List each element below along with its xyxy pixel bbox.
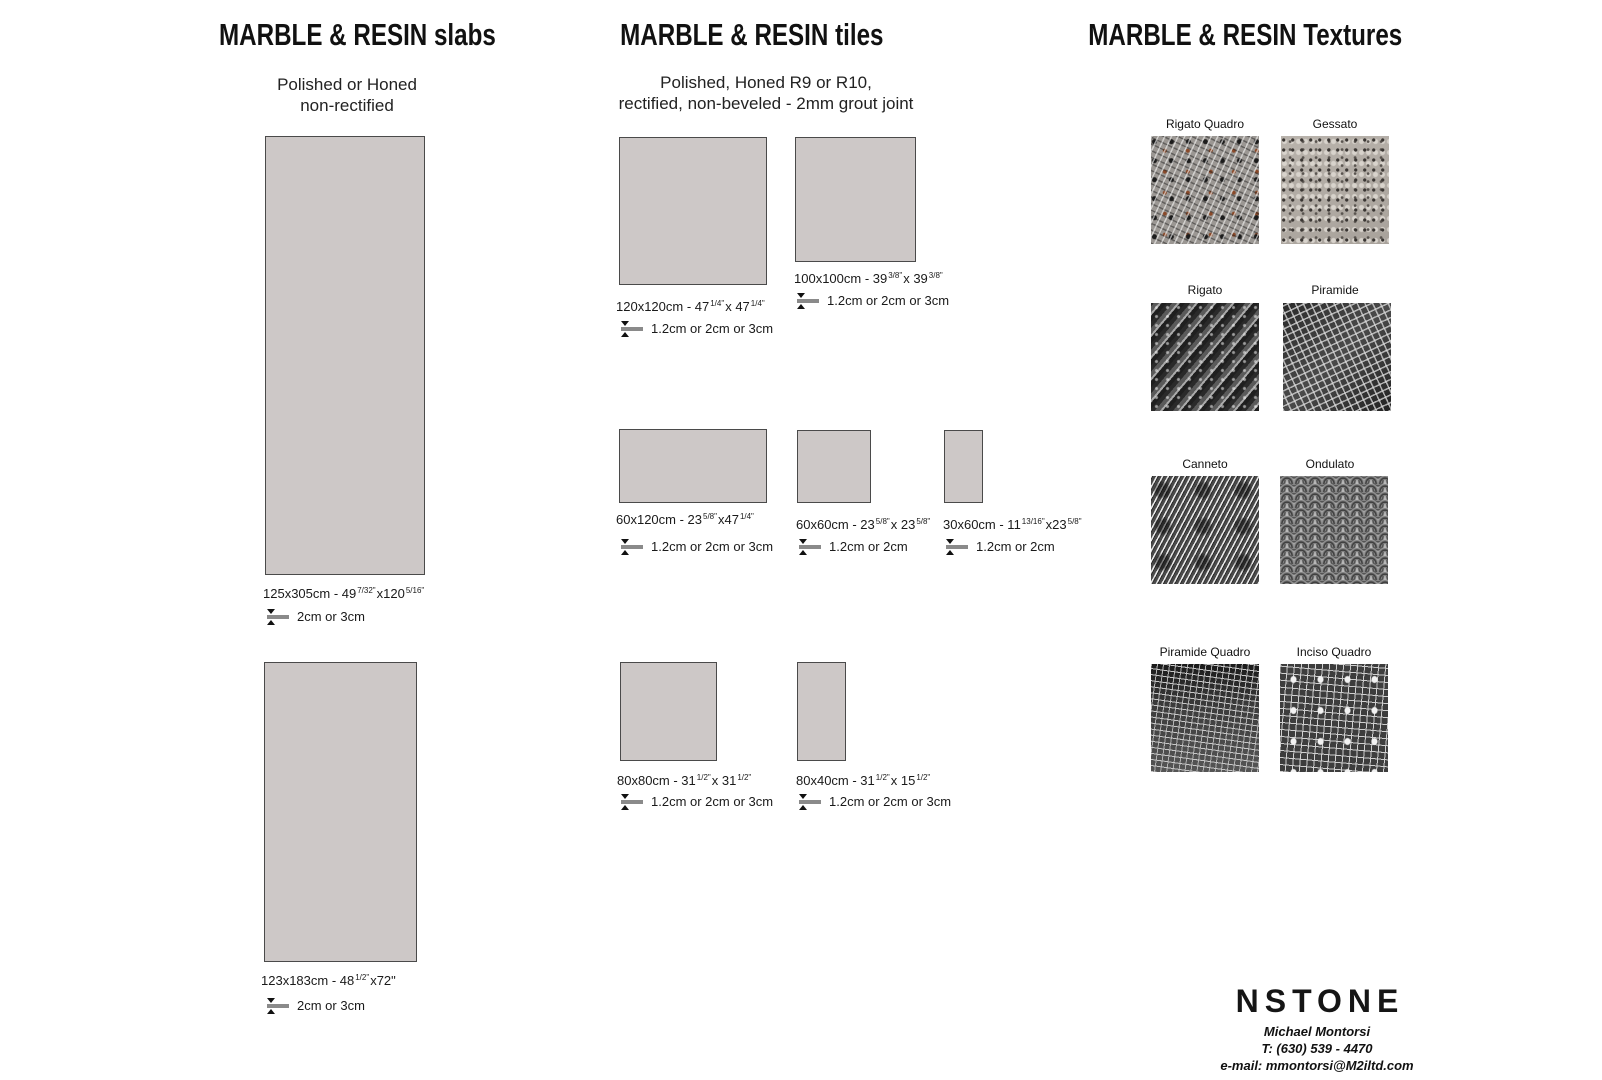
tiles-subtitle [546,72,986,114]
brand-logo: NSTONE [1235,983,1405,1019]
slab-sample-125x305 [265,136,425,575]
tile-dimension-label [616,512,755,528]
dimension-metric: 80x80cm - 31 [617,773,696,788]
texture-swatch-piramide-quadro [1151,664,1259,772]
thickness-label: 1.2cm or 2cm or 3cm [827,293,950,308]
thickness-icon [265,998,289,1014]
slabs-title-text: MARBLE & RESIN slabs [218,17,496,52]
texture-swatch-gessato [1281,136,1389,244]
thickness-icon [619,539,643,555]
thickness-options [795,293,949,309]
dimension-imperial: x23 [1045,517,1067,532]
texture-label: Piramide Quadro [1159,645,1251,659]
dimension-fraction: 1/2" [355,973,370,982]
thickness-options [797,539,908,555]
slab-dimension-label [261,973,396,989]
dimension-imperial: x 39 [903,271,928,286]
dimension-imperial: x72" [370,973,396,988]
dimension-imperial: x 47 [725,299,750,314]
texture-label: Gessato [1312,117,1358,131]
thickness-label: 2cm or 3cm [297,998,365,1013]
tiles-subtitle-line: rectified, non-beveled - 2mm grout joint [618,94,914,113]
texture-swatch-rigato-quadro [1151,136,1259,244]
contact-name: Michael Montorsi [1263,1024,1371,1039]
texture-swatch-piramide [1283,303,1391,411]
thickness-icon [944,539,968,555]
thickness-label: 1.2cm or 2cm or 3cm [829,794,952,809]
tile-dimension-label [616,299,766,315]
thickness-options [265,998,365,1014]
dimension-fraction: 1/2" [737,773,752,782]
tiles-title [522,17,982,53]
texture-swatch-rigato [1151,303,1259,411]
dimension-imperial: x 23 [890,517,916,532]
dimension-metric: 60x120cm - 23 [616,512,702,527]
tile-dimension-label [796,517,931,533]
texture-label: Rigato Quadro [1165,117,1245,131]
texture-swatch-inciso-quadro [1280,664,1388,772]
dimension-fraction: 1/4" [710,299,725,308]
dimension-fraction: 5/16" [405,586,425,595]
dimension-metric: 80x40cm - 31 [796,773,875,788]
texture-label: Rigato [1187,283,1223,297]
tile-dimension-label [943,517,1083,533]
thickness-icon [797,794,821,810]
slabs-subtitle [127,74,567,116]
thickness-options [619,539,773,555]
texture-label: Canneto [1182,457,1228,471]
dimension-fraction: 1/2" [916,773,931,782]
dimension-metric: 30x60cm - 11 [943,517,1021,532]
texture-label: Piramide [1311,283,1359,297]
slabs-title [127,17,587,53]
contact-phone: T: (630) 539 - 4470 [1261,1041,1373,1056]
tile-sample-100x100 [795,137,916,262]
tile-sample-60x120 [619,429,767,503]
textures-title [1015,17,1475,53]
dimension-fraction: 1/4" [739,512,754,521]
tile-sample-60x60 [797,430,871,503]
slab-sample-123x183 [264,662,417,962]
slab-dimension-label [263,586,425,602]
thickness-label: 1.2cm or 2cm [829,539,908,554]
tiles-title-text: MARBLE & RESIN tiles [620,17,884,52]
thickness-options [944,539,1055,555]
dimension-metric: 125x305cm - 49 [263,586,357,601]
thickness-options [797,794,951,810]
dimension-fraction: 1/2" [875,773,890,782]
texture-label: Ondulato [1305,457,1355,471]
thickness-label: 1.2cm or 2cm [976,539,1055,554]
texture-label: Inciso Quadro [1296,645,1372,659]
dimension-fraction: 5/8" [875,517,890,526]
dimension-imperial: x 31 [711,773,737,788]
tile-dimension-label [794,271,944,287]
dimension-fraction: 5/8" [1067,517,1082,526]
dimension-fraction: 3/8" [928,271,943,280]
dimension-fraction: 1/2" [696,773,711,782]
dimension-metric: 100x100cm - 39 [794,271,888,286]
dimension-fraction: 1/4" [750,299,765,308]
thickness-options [619,794,773,810]
dimension-fraction: 5/8" [916,517,931,526]
dimension-fraction: 13/16" [1021,517,1045,526]
tiles-subtitle-line: Polished, Honed R9 or R10, [660,73,872,92]
texture-swatch-canneto [1151,476,1259,584]
slabs-subtitle-line: Polished or Honed [277,75,417,94]
tile-sample-120x120 [619,137,767,285]
textures-title-text: MARBLE & RESIN Textures [1088,17,1402,52]
tile-sample-30x60 [944,430,983,503]
thickness-icon [797,539,821,555]
tile-sample-80x80 [620,662,717,761]
dimension-fraction: 3/8" [888,271,903,280]
dimension-metric: 60x60cm - 23 [796,517,875,532]
thickness-label: 1.2cm or 2cm or 3cm [651,321,774,336]
thickness-icon [265,609,289,625]
dimension-fraction: 5/8" [703,512,717,521]
slabs-subtitle-line: non-rectified [300,96,394,115]
thickness-icon [619,321,643,337]
dimension-metric: 120x120cm - 47 [616,299,710,314]
thickness-label: 2cm or 3cm [297,609,365,624]
tile-dimension-label [617,773,752,789]
dimension-fraction: 7/32" [357,586,376,595]
tile-dimension-label [796,773,931,789]
contact-email: e-mail: mmontorsi@M2iltd.com [1220,1058,1414,1073]
thickness-label: 1.2cm or 2cm or 3cm [651,794,774,809]
dimension-imperial: x47 [717,512,739,527]
thickness-icon [795,293,819,309]
thickness-options [619,321,773,337]
thickness-icon [619,794,643,810]
dimension-imperial: x 15 [890,773,916,788]
texture-swatch-ondulato [1280,476,1388,584]
thickness-options [265,609,365,625]
dimension-imperial: x120 [376,586,405,601]
tile-sample-80x40 [797,662,846,761]
dimension-metric: 123x183cm - 48 [261,973,355,988]
thickness-label: 1.2cm or 2cm or 3cm [651,539,774,554]
